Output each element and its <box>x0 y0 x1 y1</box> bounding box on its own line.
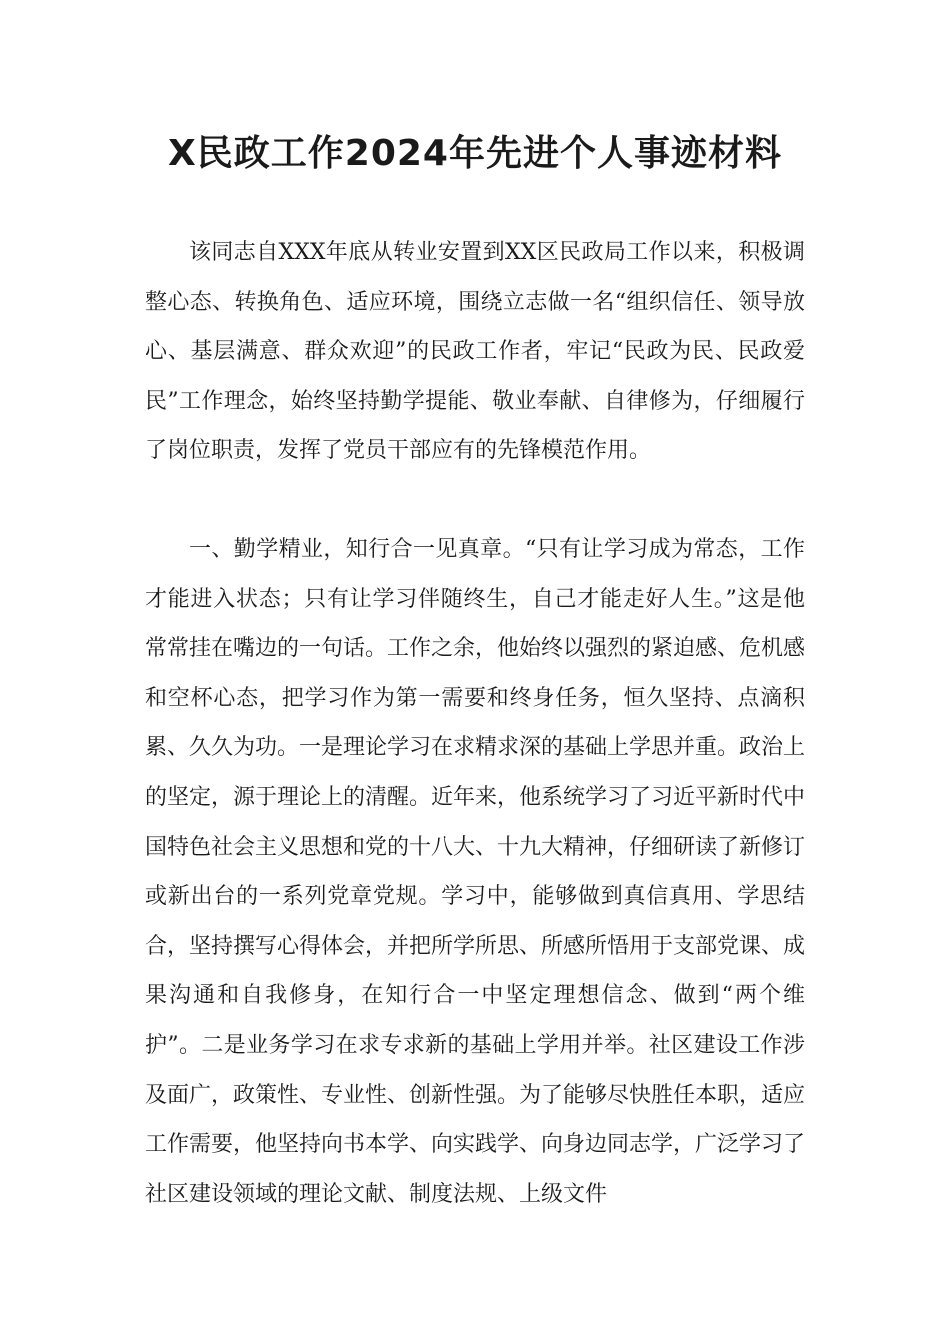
document-title: X民政工作2024年先进个人事迹材料 <box>168 133 782 174</box>
paragraph-intro: 该同志自XXX年底从转业安置到XX区民政局工作以来，积极调整心态、转换角色、适应环境，围绕立志做一名“组织信任、领导放心、基层满意、群众欢迎”的民政工作者，牢记“民政为民、民政爱民”工作理念，始终坚持勤学提能、敬业奉献、自律修为，仔细履行了岗位职责，发挥了党员干部应有的先锋模范作用。 <box>145 240 805 464</box>
paragraph-section-one: 一、勤学精业，知行合一见真章。“只有让学习成为常态，工作才能进入状态；只有让学习伴随终生，自己才能走好人生。”这是他常常挂在嘴边的一句话。工作之余，他始终以强烈的紧迫感、危机感和空杯心态，把学习作为第一需要和终身任务，恒久坚持、点滴积累、久久为功。一是理论学习在求精求深的基础上学思并重。政治上的坚定，源于理论上的清醒。近年来，他系统学习了习近平新时代中国特色社会主义思想和党的十八大、十九大精神，仔细研读了新修订或新出台的一系列党章党规。学习中，能够做到真信真用、学思结合，坚持撰写心得体会，并把所学所思、所感所悟用于支部党课、成果沟通和自我修身，在知行合一中坚定理想信念、做到“两个维护”。二是业务学习在求专求新的基础上学用并举。社区建设工作涉及面广，政策性、专业性、创新性强。为了能够尽快胜任本职，适应工作需要，他坚持向书本学、向实践学、向身边同志学，广泛学习了社区建设领域的理论文献、制度法规、上级文件 <box>145 536 806 1207</box>
document-body <box>145 228 805 1219</box>
